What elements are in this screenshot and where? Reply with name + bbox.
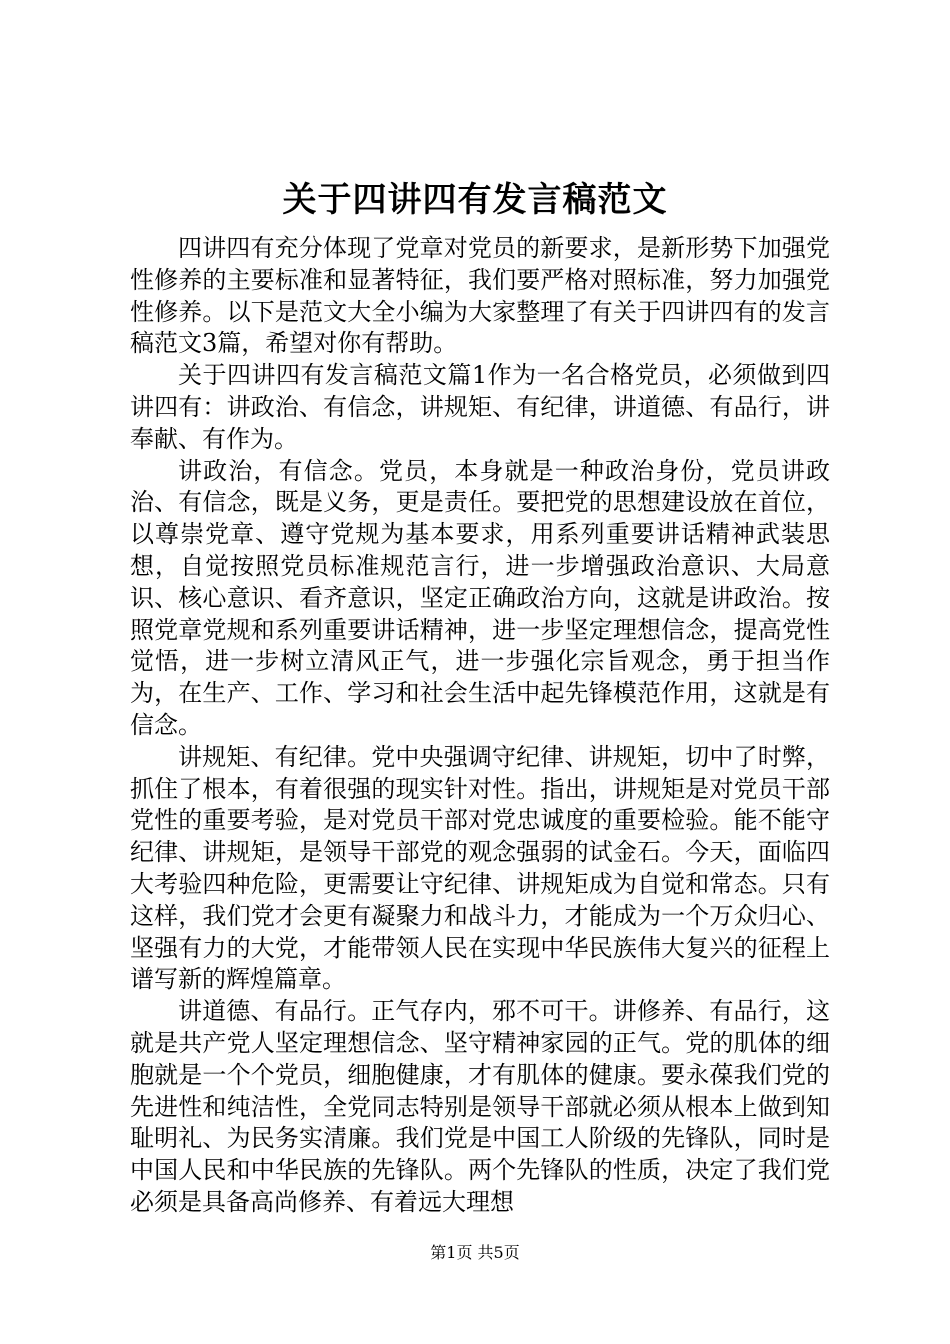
- paragraph-morality: 讲道德、有品行。正气存内，邪不可干。讲修养、有品行，这就是共产党人坚定理想信念、坚守精神家园的正气。党的肌体的细胞就是一个个党员，细胞健康，才有肌体的健康。要永葆我们党的先进性和纯洁性，全党同志特别是领导干部就必须从根本上做到知耻明礼、为民务实清廉。我们党是中国工人阶级的先锋队，同时是中国人民和中华民族的先锋队。两个先锋队的性质，决定了我们党必须是具备高尚修养、有着远大理想: [130, 997, 830, 1216]
- page-number-footer: 第1页 共5页: [430, 1243, 520, 1262]
- paragraph-rules: 讲规矩、有纪律。党中央强调守纪律、讲规矩，切中了时弊，抓住了根本，有着很强的现实针对性。指出，讲规矩是对党员干部党性的重要考验，是对党员干部对党忠诚度的重要检验。能不能守纪律、讲规矩，是领导干部党的观念强弱的试金石。今天，面临四大考验四种危险，更需要让守纪律、讲规矩成为自觉和常态。只有这样，我们党才会更有凝聚力和战斗力，才能成为一个万众归心、坚强有力的大党，才能带领人民在实现中华民族伟大复兴的征程上谱写新的辉煌篇章。: [130, 742, 830, 994]
- paragraph-intro: 四讲四有充分体现了党章对党员的新要求，是新形势下加强党性修养的主要标准和显著特征，我们要严格对照标准，努力加强党性修养。以下是范文大全小编为大家整理了有关于四讲四有的发言稿范文3篇，希望对你有帮助。: [130, 234, 830, 358]
- paragraph-politics: 讲政治，有信念。党员，本身就是一种政治身份，党员讲政治、有信念，既是义务，更是责任。要把党的思想建设放在首位，以尊崇党章、遵守党规为基本要求，用系列重要讲话精神武装思想，自觉按照党员标准规范言行，进一步增强政治意识、大局意识、核心意识、看齐意识，坚定正确政治方向，这就是讲政治。按照党章党规和系列重要讲话精神，进一步坚定理想信念，提高党性觉悟，进一步树立清风正气，进一步强化宗旨观念，勇于担当作为，在生产、工作、学习和社会生活中起先锋模范作用，这就是有信念。: [130, 456, 830, 739]
- paragraph-article-1-intro: 关于四讲四有发言稿范文篇1作为一名合格党员，必须做到四讲四有：讲政治、有信念，讲规矩、有纪律，讲道德、有品行，讲奉献、有作为。: [130, 361, 830, 453]
- document-title: 关于四讲四有发言稿范文: [282, 180, 668, 220]
- document-body: [130, 233, 830, 1219]
